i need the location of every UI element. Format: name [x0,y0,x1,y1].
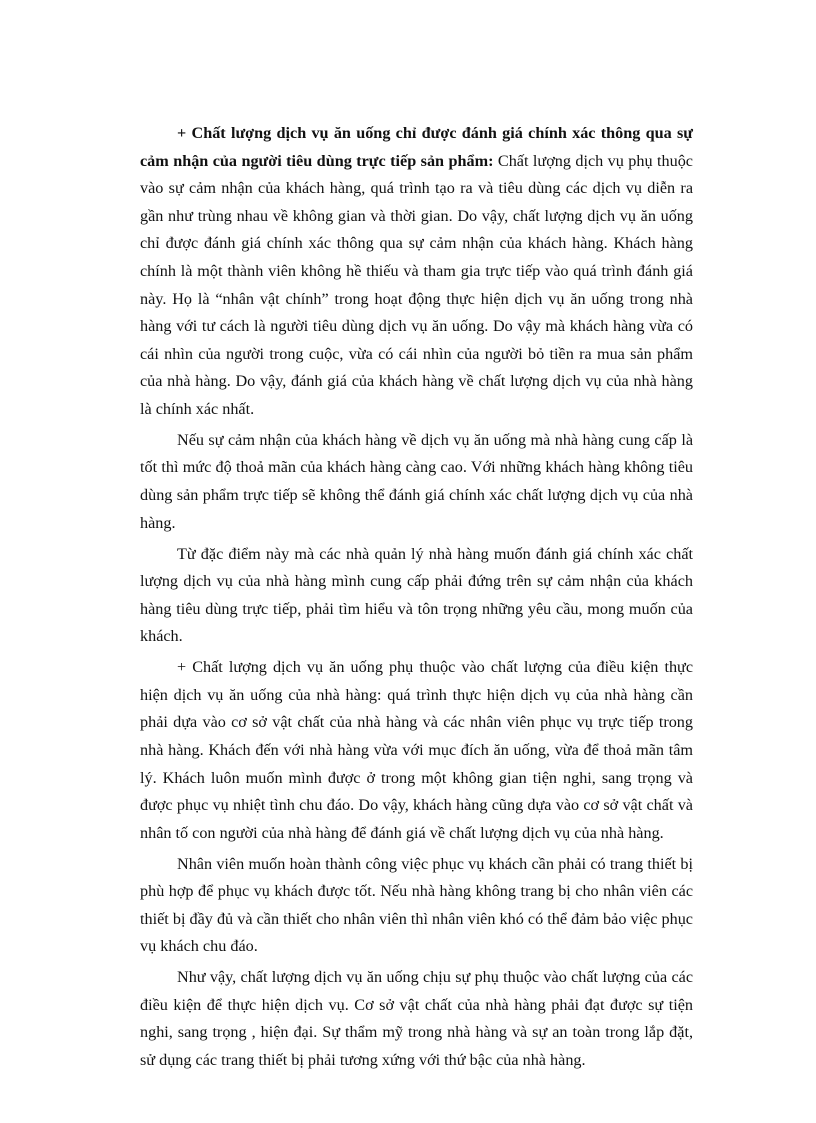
paragraph-4: + Chất lượng dịch vụ ăn uống phụ thuộc vào chất lượng của điều kiện thực hiện dịch vụ ăn uống của nhà hàng: quá trình thực hiện dịch vụ của nhà hàng cần phải dựa vào cơ sở vật chất của nhà hàng và các nhân viên phục vụ trực tiếp trong nhà hàng. Khách đến với nhà hàng vừa với mục đích ăn uống, vừa để thoả mãn tâm lý. Khách luôn muốn mình được ở trong một không gian tiện nghi, sang trọng và được phục vụ nhiệt tình chu đáo. Do vậy, khách hàng cũng dựa vào cơ sở vật chất và nhân tố con người của nhà hàng để đánh giá về chất lượng dịch vụ của nhà hàng. [140,658,693,842]
paragraph-1-bold-lead: + Chất lượng dịch vụ ăn uống chỉ được đánh giá chính xác thông qua sự cảm nhận của người tiêu dùng trực tiếp sản phẩm: [140,124,693,170]
document-page [140,120,693,1078]
paragraph-2: Nếu sự cảm nhận của khách hàng về dịch vụ ăn uống mà nhà hàng cung cấp là tốt thì mức độ thoả mãn của khách hàng càng cao. Với những khách hàng không tiêu dùng sản phẩm trực tiếp sẽ không thể đánh giá chính xác chất lượng dịch vụ của nhà hàng. [140,430,693,532]
paragraph-1 [140,120,693,424]
paragraph-3: Từ đặc điểm này mà các nhà quản lý nhà hàng muốn đánh giá chính xác chất lượng dịch vụ của nhà hàng mình cung cấp phải đứng trên sự cảm nhận của khách hàng tiêu dùng trực tiếp, phải tìm hiểu và tôn trọng những yêu cầu, mong muốn của khách. [140,544,693,646]
paragraph-5: Nhân viên muốn hoàn thành công việc phục vụ khách cần phải có trang thiết bị phù hợp để phục vụ khách được tốt. Nếu nhà hàng không trang bị cho nhân viên các thiết bị đầy đủ và cần thiết cho nhân viên thì nhân viên khó có thể đảm bảo việc phục vụ khách chu đáo. [140,854,693,956]
paragraph-1-body: Chất lượng dịch vụ phụ thuộc vào sự cảm nhận của khách hàng, quá trình tạo ra và tiêu dùng các dịch vụ diễn ra gần như trùng nhau về không gian và thời gian. Do vậy, chất lượng dịch vụ ăn uống chỉ được đánh giá chính xác thông qua sự cảm nhận của khách hàng. Khách hàng chính là một thành viên không hề thiếu và tham gia trực tiếp vào quá trình đánh giá này. Họ là “nhân vật chính” trong hoạt động thực hiện dịch vụ ăn uống trong nhà hàng với tư cách là người tiêu dùng dịch vụ ăn uống. Do vậy mà khách hàng vừa có cái nhìn của người trong cuộc, vừa có cái nhìn của người bỏ tiền ra mua sản phẩm của nhà hàng. Do vậy, đánh giá của khách hàng về chất lượng dịch vụ của nhà hàng là chính xác nhất. [140,151,693,418]
paragraph-6: Như vậy, chất lượng dịch vụ ăn uống chịu sự phụ thuộc vào chất lượng của các điều kiện để thực hiện dịch vụ. Cơ sở vật chất của nhà hàng phải đạt được sự tiện nghi, sang trọng , hiện đại. Sự thẩm mỹ trong nhà hàng và sự an toàn trong lắp đặt, sử dụng các trang thiết bị phải tương xứng với thứ bậc của nhà hàng. [140,968,693,1070]
